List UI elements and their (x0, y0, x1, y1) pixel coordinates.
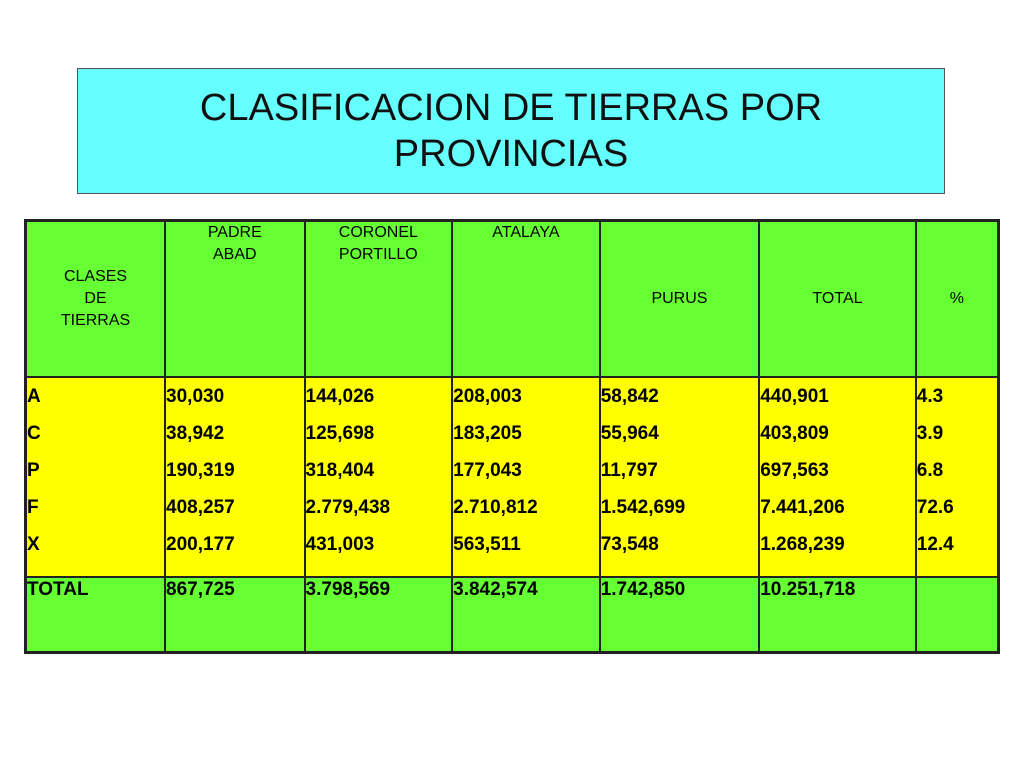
total-label: TOTAL (26, 577, 166, 653)
title-box (77, 68, 945, 194)
column-atalaya (452, 377, 600, 577)
table-cell: 144,026 (305, 385, 375, 407)
table-cell: 4.3 (916, 385, 944, 407)
total-row (26, 577, 999, 653)
table-cell: X (27, 533, 40, 555)
table-cell: 208,003 (453, 385, 522, 407)
table-cell: 318,404 (305, 459, 375, 481)
total-atalaya: 3.842,574 (452, 577, 600, 653)
table-cell: A (27, 385, 41, 407)
column-purus (600, 377, 759, 577)
total-percent (916, 577, 999, 653)
table-cell: 200,177 (166, 533, 235, 555)
table-cell: 6.8 (916, 459, 944, 481)
table-cell: 1.268,239 (760, 533, 845, 555)
table-cell: 38,942 (166, 422, 225, 444)
column-coronel-portillo (305, 377, 453, 577)
table-cell: 440,901 (760, 385, 829, 407)
table-cell: 190,319 (166, 459, 235, 481)
table-cell: 563,511 (453, 533, 521, 555)
table-cell: 431,003 (305, 533, 375, 555)
table-cell: 177,043 (453, 459, 522, 481)
column-total (759, 377, 916, 577)
table-cell: 58,842 (600, 385, 659, 407)
table-cell: 30,030 (166, 385, 225, 407)
header-row (26, 221, 999, 377)
column-percent (916, 377, 999, 577)
table-cell: 408,257 (166, 496, 235, 518)
header-clases: CLASES DE TIERRAS (26, 221, 166, 377)
table-cell: 2.710,812 (453, 496, 538, 518)
table-cell: 125,698 (305, 422, 375, 444)
table-cell: 2.779,438 (305, 496, 391, 518)
header-padre-abad: PADRE ABAD (165, 221, 305, 377)
table-cell: C (27, 422, 41, 444)
header-coronel-portillo: CORONEL PORTILLO (305, 221, 453, 377)
table-cell: 12.4 (916, 533, 954, 555)
total-padre-abad: 867,725 (165, 577, 305, 653)
column-padre-abad (165, 377, 305, 577)
table-cell: 697,563 (760, 459, 829, 481)
table-cell: 1.542,699 (600, 496, 686, 518)
header-total: TOTAL (759, 221, 916, 377)
table-cell: 403,809 (760, 422, 829, 444)
total-total: 10.251,718 (759, 577, 916, 653)
table-cell: F (27, 496, 39, 518)
table-cell: 72.6 (916, 496, 954, 518)
total-purus: 1.742,850 (600, 577, 759, 653)
data-row (26, 377, 999, 577)
title-line-2: PROVINCIAS (393, 133, 629, 175)
header-purus: PURUS (600, 221, 759, 377)
land-classification-table (24, 219, 1000, 654)
table-cell: 73,548 (600, 533, 659, 555)
table-cell: 183,205 (453, 422, 522, 444)
table-cell: P (27, 459, 40, 481)
title-line-1: CLASIFICACION DE TIERRAS POR (199, 87, 823, 129)
column-clase (26, 377, 166, 577)
table-cell: 3.9 (916, 422, 944, 444)
table-cell: 7.441,206 (760, 496, 845, 518)
total-coronel-portillo: 3.798,569 (305, 577, 453, 653)
table-cell: 55,964 (600, 422, 659, 444)
header-percent: % (916, 221, 999, 377)
header-atalaya: ATALAYA (452, 221, 600, 377)
table-cell: 11,797 (600, 459, 658, 481)
